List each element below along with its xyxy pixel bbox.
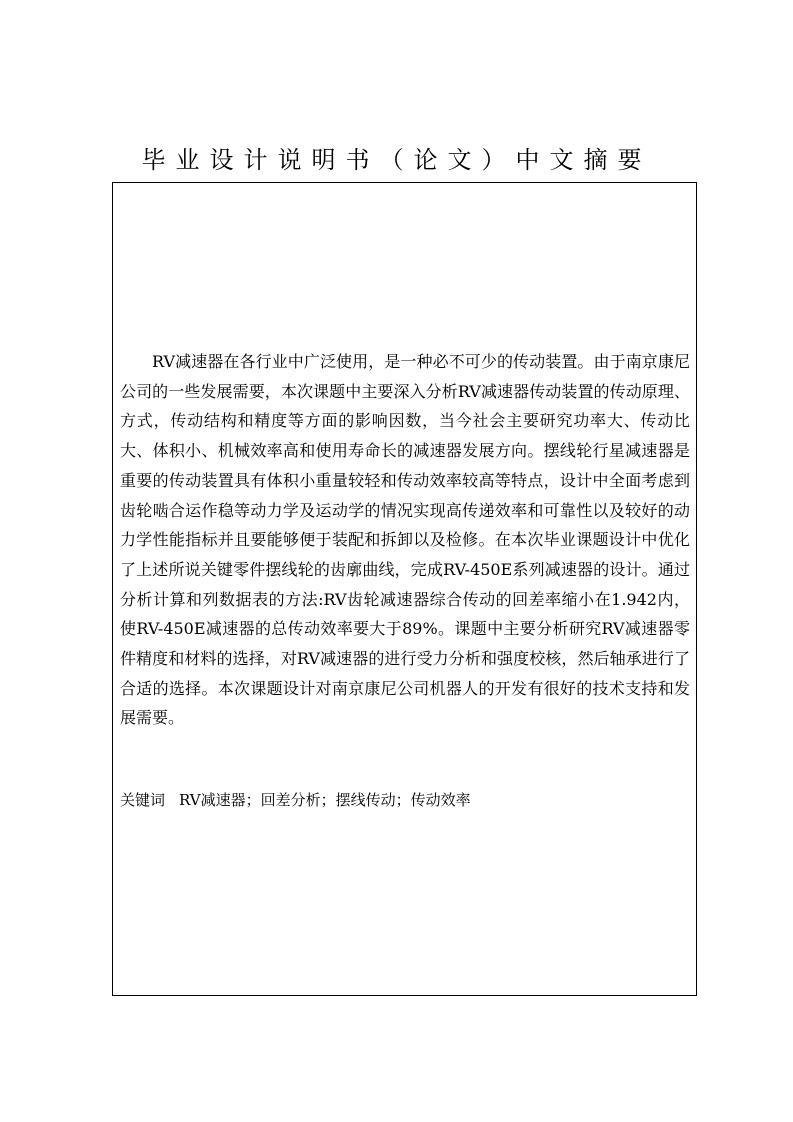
keywords-label: 关键词	[120, 791, 166, 809]
keywords-line	[120, 788, 690, 812]
abstract-body: RV减速器在各行业中广泛使用，是一种必不可少的传动装置。由于南京康尼公司的一些发展需要，本次课题中主要深入分析RV减速器传动装置的传动原理、方式，传动结构和精度等方面的影响因数，当今社会主要研究功率大、传动比大、体积小、机械效率高和使用寿命长的减速器发展方向。摆线轮行星减速器是重要的传动装置具有体积小重量较轻和传动效率较高等特点，设计中全面考虑到齿轮啮合运作稳等动力学及运动学的情况实现高传递效率和可靠性以及较好的动力学性能指标并且要能够便于装配和拆卸以及检修。在本次毕业课题设计中优化了上述所说关键零件摆线轮的齿廓曲线，完成RV-450E系列减速器的设计。通过分析计算和列数据表的方法:RV齿轮减速器综合传动的回差率缩小在1.942内，使RV-450E减速器的总传动效率要大于89%。课题中主要分析研究RV减速器零件精度和材料的选择，对RV减速器的进行受力分析和强度校核，然后轴承进行了合适的选择。本次课题设计对南京康尼公司机器人的开发有很好的技术支持和发展需要。	[120, 352, 690, 728]
page-title: 毕业设计说明书（论文）中文摘要	[141, 146, 652, 174]
abstract-box	[112, 182, 697, 996]
keywords-text: RV减速器；回差分析；摆线传动；传动效率	[179, 791, 471, 809]
